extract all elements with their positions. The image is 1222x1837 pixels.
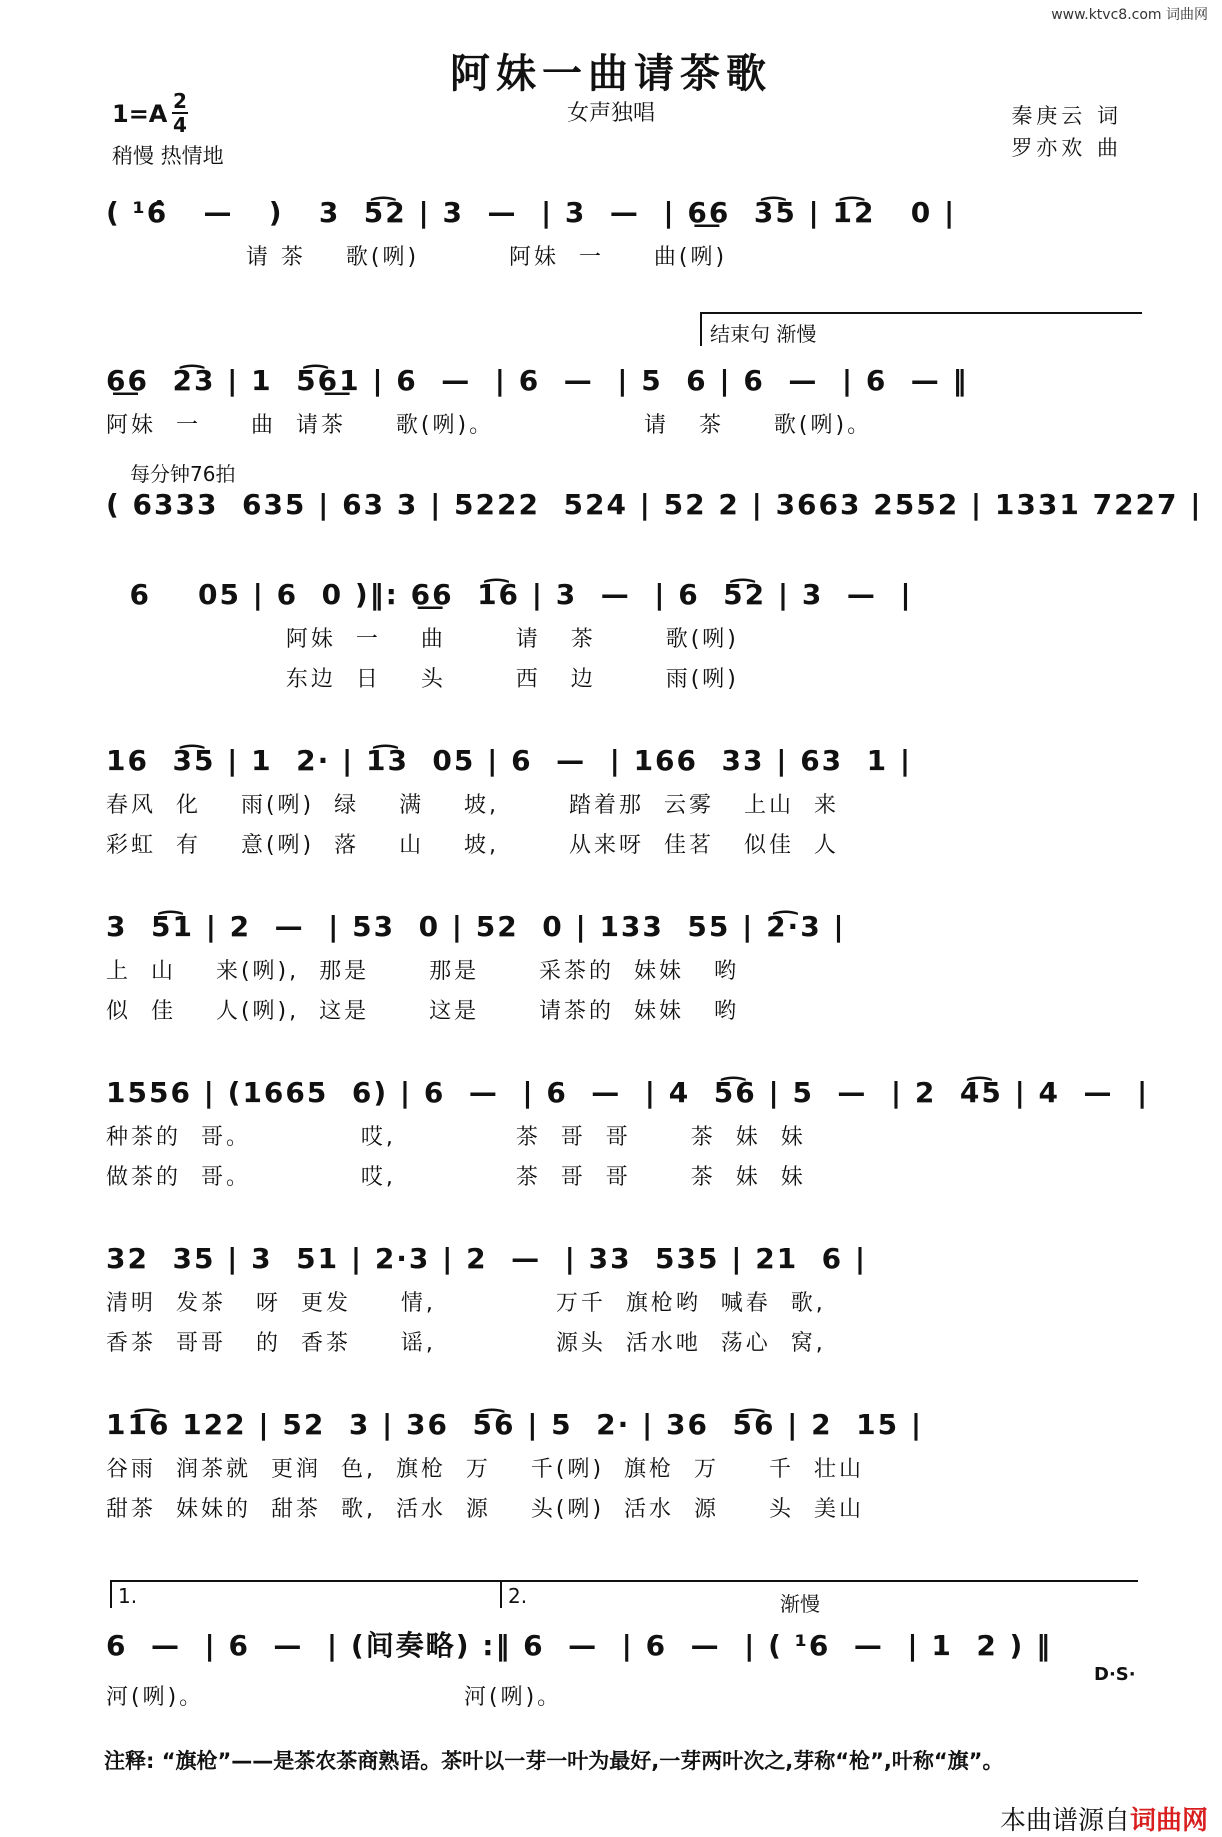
score-line-2: [106, 364, 1138, 438]
ending-phrase-marker: 结束句 渐慢: [700, 312, 1142, 346]
score-line-5: [106, 744, 1138, 858]
notation: 11͡6 122 | 52 3 | 36 5͡6 | 5 2· | 36 5͡6 | 2 15 |: [106, 1408, 924, 1441]
lyric-verse-1: 上 山 来(咧), 那是 那是 采茶的 妹妹 哟: [106, 959, 739, 984]
source-watermark: [1000, 1800, 1208, 1837]
song-title: 阿妹一曲请茶歌: [450, 50, 772, 97]
score-line-6: [106, 910, 1138, 1024]
volta-1: 1.: [110, 1580, 504, 1608]
lyric-verse-1: 请 茶 歌(咧) 阿妹 一 曲(咧): [106, 245, 728, 270]
composer-credit: 罗亦欢 曲: [1011, 136, 1122, 160]
lyric-verse-1: 春风 化 雨(咧) 绿 满 坡, 踏着那 云雾 上山 来: [106, 793, 839, 818]
lyric-verse-1: 谷雨 润茶就 更润 色, 旗枪 万 千(咧) 旗枪 万 千 壮山: [106, 1457, 864, 1482]
lyric-verse-2: 彩虹 有 意(咧) 落 山 坡, 从来呀 佳茗 似佳 人: [106, 833, 839, 858]
key-signature: 1=A: [112, 100, 168, 128]
lyric-verse-1: 阿妹 一 曲 请茶 歌(咧)。 请 茶 歌(咧)。: [106, 413, 873, 438]
lyric-verse-2: 做茶的 哥。 哎, 茶 哥 哥 茶 妹 妹: [106, 1165, 806, 1190]
lyric-verse-1: 阿妹 一 曲 请 茶 歌(咧): [106, 627, 739, 652]
score-line-3: [106, 488, 1203, 558]
ds-marker: D·S·: [1094, 1664, 1136, 1685]
notation: 3 5͡1 | 2 — | 53 0 | 52 0 | 133 55 | 2͡·3 |: [106, 910, 846, 943]
lyric-verse-2: 似 佳 人(咧), 这是 这是 请茶的 妹妹 哟: [106, 999, 739, 1024]
time-signature: [172, 90, 188, 136]
notation: 32 35 | 3 51 | 2·3 | 2 — | 33 535 | 21 6 |: [106, 1242, 868, 1275]
time-top: 2: [173, 89, 187, 113]
source-prefix: 本曲谱源自: [999, 1806, 1130, 1836]
song-subtitle: 女声独唱: [566, 101, 655, 126]
notation: 6 — | 6 — | (间奏略) :‖ 6 — | 6 — | ( ¹6 — | 1 2 ) ‖: [106, 1629, 1053, 1662]
bpm-marker: 每分钟76拍: [130, 462, 236, 486]
footnote: 注释: “旗枪”——是茶农茶商熟语。茶叶以一芽一叶为最好,一芽两叶次之,芽称“枪”,叶称“旗”。: [104, 1749, 1004, 1773]
tempo-marking: 稍慢 热情地: [112, 144, 224, 168]
lyricist-credit: 秦庚云 词: [1011, 104, 1122, 128]
time-bottom: 4: [173, 113, 187, 137]
source-brand: 词曲网: [1129, 1806, 1208, 1836]
score-line-4: [106, 578, 1138, 692]
score-line-1: [106, 196, 1138, 270]
score-line-7: [106, 1076, 1150, 1190]
score-line-9: [106, 1408, 1138, 1522]
notation: ( ¹6̂ — ) 3 5͡2 | 3 — | 3 — | 6͟6 3͡5 | 1͡2 0 |: [106, 196, 957, 229]
ritard-marker: 渐慢: [780, 1592, 820, 1616]
volta-2: 2.: [500, 1580, 1138, 1608]
score-line-8: [106, 1242, 1138, 1356]
notation: 6͟6 2͡3 | 1 5͡6͟1 | 6 — | 6 — | 5 6 | 6 — | 6 — ‖: [106, 364, 969, 397]
notation: 1556 | (1665 6) | 6 — | 6 — | 4 5͡6 | 5 — | 2 4͡5 | 4 — |: [106, 1076, 1150, 1109]
notation: 16 3͡5 | 1 2· | 1͡3 05 | 6 — | 166 33 | 63 1 |: [106, 744, 913, 777]
lyric-verse-2: 甜茶 妹妹的 甜茶 歌, 活水 源 头(咧) 活水 源 头 美山: [106, 1497, 864, 1522]
lyric-verse-2: 香茶 哥哥 的 香茶 谣, 源头 活水吔 荡心 窝,: [106, 1331, 826, 1356]
lyric-verse-1: 种茶的 哥。 哎, 茶 哥 哥 茶 妹 妹: [106, 1125, 806, 1150]
site-watermark: www.ktvc8.com 词曲网: [1051, 7, 1208, 23]
score-line-10: [106, 1624, 1138, 1710]
notation: 6 05 | 6 0 )‖: 6͟6 1͡6 | 3 — | 6 5͡2 | 3 — |: [106, 578, 913, 611]
lyric-verse-1: 清明 发茶 呀 更发 情, 万千 旗枪哟 喊春 歌,: [106, 1291, 826, 1316]
lyric-verse-1: 河(咧)。 河(咧)。: [106, 1685, 563, 1710]
lyric-verse-2: 东边 日 头 西 边 雨(咧): [106, 667, 739, 692]
notation: ( 6333 635 | 63 3 | 5222 524 | 52 2 | 3663 2552 | 1331 7227 |: [106, 488, 1203, 521]
